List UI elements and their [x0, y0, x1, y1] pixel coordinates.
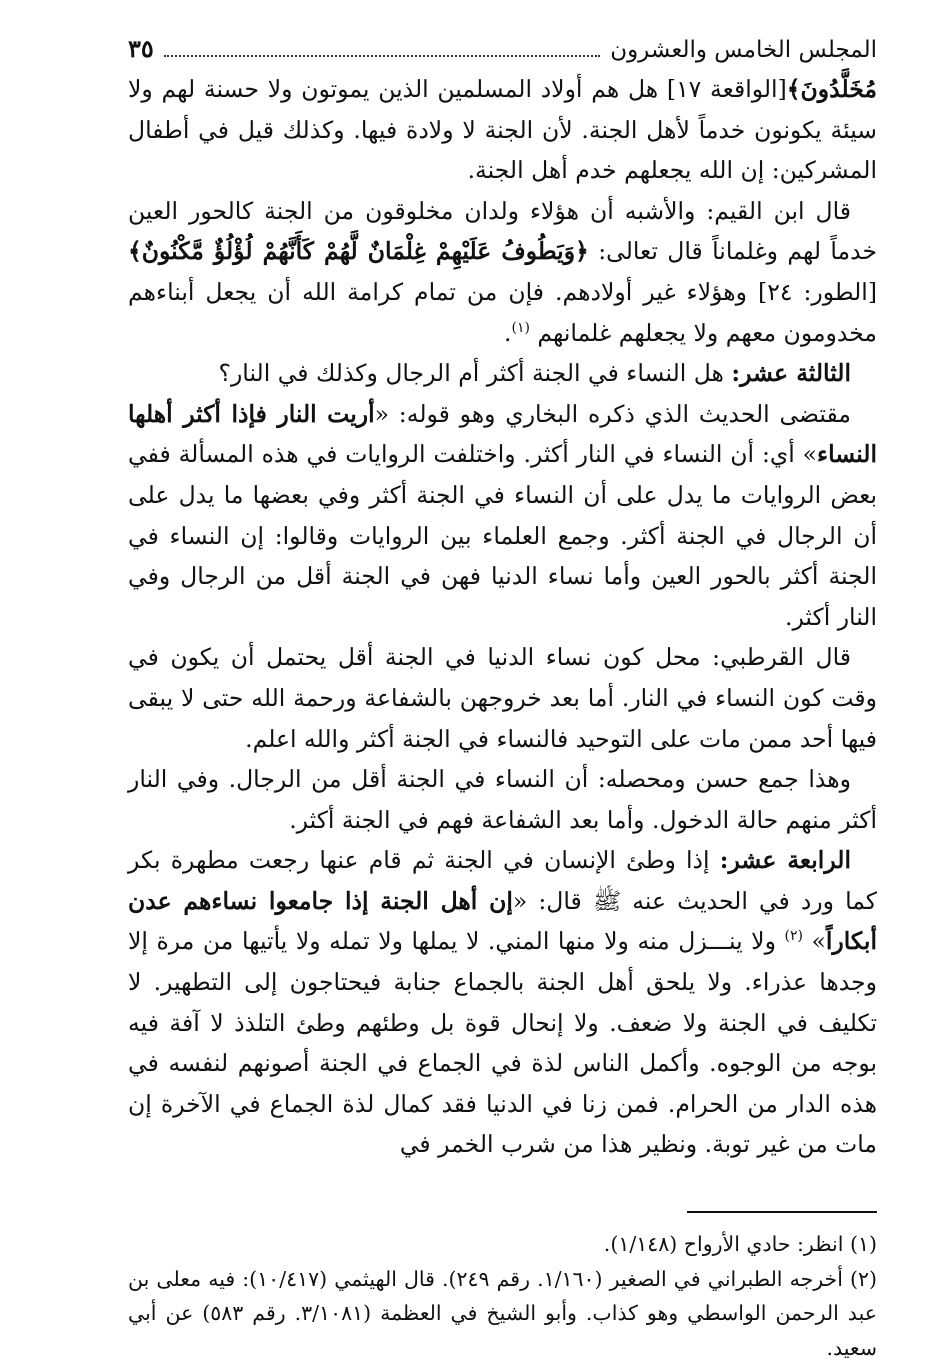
text-run: قال ابن القيم: والأشبه أن هؤلاء ولدان مخلوقون من الجنة كالحور العين خدماً لهم وغلماناً قال تعالى: — [128, 196, 877, 266]
bold-text: الثالثة عشر: — [731, 359, 851, 388]
text-run: إذا وطئ الإنسان في الجنة ثم قام عنها رجعت مطهرة بكر كما ورد في الحديث عنه ﷺ قال: « — [128, 846, 877, 915]
main-text — [128, 69, 877, 1165]
text-run: . — [503, 318, 512, 347]
paragraph — [128, 394, 877, 638]
text-run: قال القرطبي: محل كون نساء الدنيا في الجنة أقل يحتمل أن يكون في وقت كون النساء في النار. أما بعد خروجهن بالشفاعة ورحمة الله حتى لا يبقى فيها أحد ممن مات على التوحيد فالنساء في الجنة أكثر والله اعلم. — [128, 643, 877, 753]
paragraph — [128, 69, 877, 191]
page-number: ٣٥ — [128, 34, 154, 63]
text-run: وهذا جمع حسن ومحصله: أن النساء في الجنة أقل من الرجال. وفي النار أكثر منهم حالة الدخول. وأما بعد الشفاعة فهم في الجنة أكثر. — [128, 765, 877, 834]
bold-text: الرابعة عشر: — [719, 846, 851, 875]
text-run: ولا ينـــزل منه ولا منها المني. لا يملها ولا تمله ولا يأتيها من مرة إلا وجدها عذراء. ولا يلحق أهل الجنة بالجماع جنابة فيحتاجون إلى التطهير. لا تكليف في الجنة ولا ضعف. ولا إنحال قوة بل وطئهم وطئ التلذذ لا آفة فيه بوجه من الوجوه. وأكمل الناس لذة في الجماع في الجنة أصونهم لنفسه في هذه الدار من الحرام. فمن زنا في الدنيا فقد كمال لذة الجماع في الآخرة إن مات من غير توبة. ونظير هذا من شرب الخمر في — [128, 927, 877, 1159]
bold-text: مُخَلَّدُونَ﴾ — [786, 75, 877, 103]
paragraph — [128, 191, 877, 353]
paragraph — [128, 840, 877, 1165]
footnotes — [128, 1227, 877, 1365]
running-header — [128, 34, 877, 65]
paragraph — [128, 759, 877, 840]
header-dotted-leader — [164, 55, 600, 57]
text-run: » — [802, 927, 826, 956]
bold-text: إن أهل الجنة إذا جامعوا نساءهم عدن أبكاراً — [128, 886, 877, 956]
footnote-marker: (١) — [511, 319, 530, 336]
footnote-marker: (٢) — [784, 928, 803, 945]
bold-text: أريت النار فإذا أكثر أهلها النساء — [128, 399, 877, 469]
paragraph — [128, 353, 877, 394]
footnote-separator — [687, 1211, 877, 1213]
header-title: المجلس الخامس والعشرون — [610, 37, 877, 63]
text-run: مقتضى الحديث الذي ذكره البخاري وهو قوله: « — [374, 399, 851, 428]
text-run: [الواقعة ١٧] هل هم أولاد المسلمين الذين يموتون ولا حسنة لهم ولا سيئة يكونون خدماً لأهل الجنة. لأن الجنة لا ولادة فيها. وكذلك قيل في أطفال المشركين: إن الله يجعلهم خدم أهل الجنة. — [128, 75, 877, 185]
text-run: هل النساء في الجنة أكثر أم الرجال وكذلك في النار؟ — [218, 359, 732, 388]
footnote: (١) انظر: حادي الأرواح (١/١٤٨). — [603, 1232, 877, 1257]
footnote: (٢) أخرجه الطبراني في الصغير (١/١٦٠. رقم ٢٤٩). قال الهيثمي (١٠/٤١٧): فيه معلى بن عبد الرحمن الواسطي وهو كذاب. وأبو الشيخ في العظمة (٣/١٠٨١. رقم ٥٨٣) عن أبي سعيد. — [128, 1266, 878, 1360]
bold-text: ﴿وَيَطُوفُ عَلَيْهِمْ غِلْمَانٌ لَّهُمْ كَأَنَّهُمْ لُؤْلُؤٌ مَّكْنُونٌ﴾ — [128, 237, 589, 266]
paragraph — [128, 637, 877, 759]
text-run: [الطور: ٢٤] وهؤلاء غير أولادهم. فإن من تمام كرامة الله أن يجعل أبناءهم مخدومون معهم ولا يجعلهم غلمانهم — [128, 277, 878, 347]
text-run: » أي: أن النساء في النار أكثر. واختلفت الروايات في هذه المسألة ففي بعض الروايات ما يدل على أن النساء في الجنة أكثر وفي بعضها ما يدل على أن الرجال في الجنة أكثر. وجمع العلماء بين الروايات وقالوا: إن النساء في الجنة أكثر بالحور العين وأما نساء الدنيا فهن في الجنة أقل من الرجال وفي النار أكثر. — [128, 440, 877, 631]
